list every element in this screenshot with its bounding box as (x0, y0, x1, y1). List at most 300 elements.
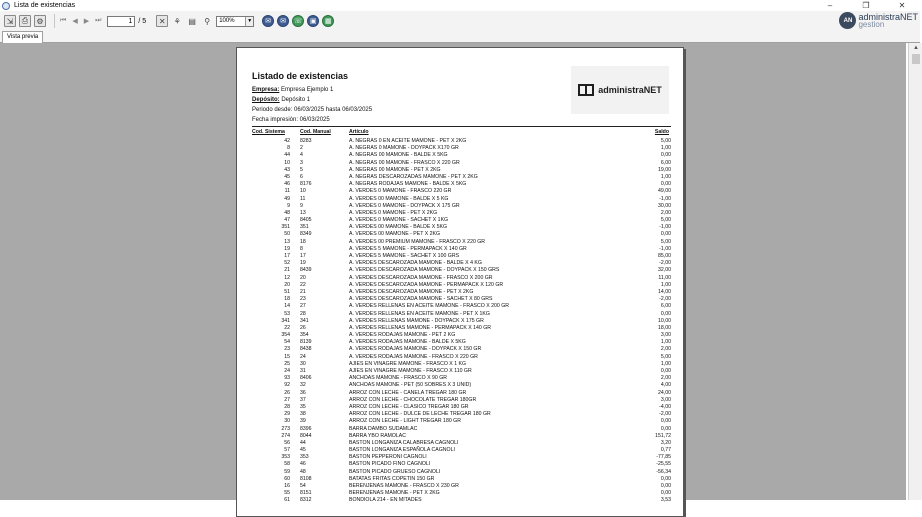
cell-manual: 38 (300, 411, 306, 418)
zoom-value: 100% (219, 18, 235, 24)
cell-articulo: A. VERDES RODAJAS MAMONE - PET 2 KG (349, 332, 456, 339)
cell-manual: 45 (300, 447, 306, 454)
cell-manual: 8438 (300, 346, 312, 353)
table-row (252, 167, 671, 174)
cell-articulo: ARROZ CON LECHE - LIGHT TREGAR 180 GR (349, 418, 461, 425)
cell-sistema: 11 (284, 188, 290, 195)
cell-saldo: 30,00 (658, 202, 671, 209)
cell-articulo: A. VERDES 5 MAMONE - PERMAPACK X 140 GR (349, 245, 467, 252)
table-row (252, 433, 671, 440)
cell-saldo: 151,72 (655, 432, 671, 439)
cell-saldo: 24,00 (658, 389, 671, 396)
cell-articulo: A. VERDES RELLENAS EN ACEITE MAMONE - FRASCO X 200 GR (349, 303, 509, 310)
cell-saldo: 0,00 (660, 475, 671, 482)
cell-sistema: 48 (284, 209, 290, 216)
cell-saldo: -1,00 (659, 245, 671, 252)
col-header-articulo: Artículo (349, 129, 369, 135)
cell-articulo: A. NEGRAS 00 MAMONE - PET X 2KG (349, 166, 441, 173)
cell-articulo: ARROZ CON LECHE - CANELA TREGAR 180 GR (349, 389, 467, 396)
cell-articulo: ARROZ CON LECHE - DULCE DE LECHE TREGAR 180 GR (349, 411, 491, 418)
cell-saldo: 6,00 (660, 303, 671, 310)
scroll-up-icon[interactable]: ▲ (913, 45, 919, 51)
cell-articulo: BATATAS FRITAS COPETIN 150 GR (349, 475, 435, 482)
table-row (252, 318, 671, 325)
cell-manual: 8312 (300, 497, 312, 504)
cell-manual: 48 (300, 468, 306, 475)
cell-articulo: A. VERDES RODAJAS MAMONE - DOYPACK X 150 GR (349, 346, 482, 353)
close-preview-icon[interactable]: ✕ (156, 15, 168, 27)
cell-manual: 23 (300, 296, 306, 303)
table-row (252, 296, 671, 303)
table-row (252, 196, 671, 203)
cell-articulo: ARROZ CON LECHE - CHOCOLATE TREGAR 180GR (349, 396, 477, 403)
report-empresa: Empresa: Empresa Ejemplo 1 (252, 87, 334, 93)
cell-sistema: 16 (284, 483, 290, 489)
table-row (252, 332, 671, 339)
cell-articulo: BASTON PICADO FINO CAGNOLI (349, 461, 431, 468)
cell-saldo: 49,00 (658, 188, 671, 195)
table-row (252, 368, 671, 375)
cell-saldo: -1,00 (659, 195, 671, 202)
table-row (252, 160, 671, 167)
cell-articulo: A. VERDES 0 MAMONE - SACHET X 1KG (349, 217, 449, 224)
cell-saldo: -4,00 (659, 403, 671, 410)
table-row (252, 461, 671, 468)
table-row (252, 490, 671, 497)
cell-sistema: 44 (284, 152, 290, 159)
cell-articulo: A. VERDES 00 PREMIUM MAMONE - FRASCO X 220 GR (349, 238, 486, 245)
print-setup-icon[interactable]: ⚙ (34, 15, 46, 27)
maximize-button[interactable]: ❐ (862, 1, 870, 10)
preview-toolbar (0, 11, 920, 31)
cell-sistema: 92 (284, 382, 290, 389)
table-row (252, 325, 671, 332)
cell-manual: 17 (300, 253, 306, 259)
cell-articulo: BASTON PEPPERONI CAGNOLI (349, 454, 427, 461)
pdf-export-icon[interactable]: ▣ (307, 15, 319, 27)
cell-sistema: 12 (284, 274, 290, 281)
cell-sistema: 22 (284, 324, 290, 331)
cell-sistema: 27 (284, 396, 290, 403)
cell-saldo: 0,00 (660, 368, 671, 374)
cell-saldo: 0,00 (660, 418, 671, 425)
cell-saldo: 0,00 (660, 425, 671, 432)
cell-saldo: 3,20 (660, 439, 671, 446)
cell-articulo: A. VERDES 0 MAMONE - DOYPACK X 175 GR (349, 202, 460, 209)
cell-manual: 2 (300, 145, 303, 152)
cell-sistema: 9 (287, 202, 290, 209)
minimize-button[interactable]: – (827, 1, 833, 10)
window-controls (812, 0, 920, 11)
cell-sistema: 51 (284, 288, 290, 295)
cell-saldo: 0,00 (660, 310, 671, 317)
cell-articulo: BERENJENAS MAMONE - FRASCO X 230 GR (349, 483, 459, 489)
cell-articulo: AJIES EN VINAGRE MAMONE - FRASCO X 110 GR (349, 368, 472, 374)
whatsapp-icon[interactable]: ☏ (292, 15, 304, 27)
cell-articulo: BONDIOLA 214 - EN MITADES (349, 497, 422, 504)
cell-articulo: BASTON PICADO GRUESO CAGNOLI (349, 468, 441, 475)
report-fecha: Fecha impresión: 06/03/2025 (252, 117, 330, 123)
cell-sistema: 25 (284, 360, 290, 367)
cell-manual: 6 (300, 173, 303, 180)
cell-manual: 8176 (300, 181, 312, 188)
cell-sistema: 26 (284, 389, 290, 396)
cell-manual: 19 (300, 260, 306, 267)
send-mail-icon[interactable]: ✉ (262, 15, 274, 27)
cell-saldo: 1,00 (660, 339, 671, 346)
table-row (252, 239, 671, 246)
cell-manual: 8283 (300, 138, 312, 144)
cell-manual: 39 (300, 418, 306, 425)
cell-saldo: 1,00 (660, 360, 671, 367)
cell-manual: 353 (300, 454, 309, 461)
cell-articulo: ANCHOAS MAMONE - PET (50 SOBRES X 3 UNID) (349, 382, 472, 389)
tab-strip (0, 31, 920, 43)
cell-sistema: 61 (284, 497, 290, 504)
cell-sistema: 15 (284, 353, 290, 360)
cell-sistema: 55 (284, 490, 290, 497)
table-row (252, 246, 671, 253)
table-row (252, 174, 671, 181)
cell-saldo: -1,00 (659, 224, 671, 231)
cell-sistema: 354 (281, 332, 290, 339)
report-logo-text: administraNET (598, 85, 662, 95)
cell-sistema: 14 (284, 303, 290, 310)
col-header-manual: Cod. Manual (300, 129, 331, 135)
table-row (252, 138, 671, 145)
cell-sistema: 93 (284, 375, 290, 382)
cell-saldo: 0,00 (660, 181, 671, 188)
cell-sistema: 52 (284, 260, 290, 267)
cell-articulo: A. NEGRAS 00 MAMONE - FRASCO X 220 GR (349, 159, 460, 166)
cell-saldo: 4,00 (660, 382, 671, 389)
cell-manual: 8405 (300, 217, 312, 224)
cell-saldo: 11,00 (658, 274, 671, 281)
cell-sistema: 46 (284, 181, 290, 188)
cell-sistema: 13 (284, 238, 290, 245)
cell-articulo: A. NEGRAS DESCAROZADAS MAMONE - PET X 2KG (349, 173, 478, 180)
cell-manual: 35 (300, 403, 306, 410)
brand-logo (839, 12, 918, 29)
report-periodo: Periodo desde: 06/03/2025 hasta 06/03/2025 (252, 107, 373, 113)
cell-saldo: 0,00 (660, 483, 671, 489)
cell-manual: 5 (300, 166, 303, 173)
cell-saldo: 10,00 (658, 317, 671, 324)
cell-articulo: A. NEGRAS 0 EN ACEITE MAMONE - PET X 2KG (349, 138, 467, 144)
table-row (252, 339, 671, 346)
cell-articulo: A. VERDES RELLENAS MAMONE - DOYPACK X 175 GR (349, 317, 484, 324)
scrollbar-thumb[interactable] (912, 54, 920, 64)
table-row (252, 224, 671, 231)
cell-manual: 36 (300, 389, 306, 396)
previous-page-icon[interactable]: ◀ (72, 18, 78, 25)
cell-saldo: -77,85 (656, 454, 671, 461)
cell-manual: 354 (300, 332, 309, 339)
cell-sistema: 45 (284, 173, 290, 180)
cell-articulo: A. NEGRAS 0 MAMONE - DOYPACK X170 GR (349, 145, 459, 152)
tab-vista-previa[interactable]: Vista previa (2, 31, 43, 43)
cell-manual: 11 (300, 195, 306, 202)
next-page-icon[interactable]: ▶ (83, 18, 90, 25)
cell-sistema: 353 (281, 454, 290, 461)
cell-saldo: 14,00 (658, 288, 671, 295)
cell-manual: 32 (300, 382, 306, 389)
cell-articulo: BARRA YBO RAMOLAC (349, 432, 406, 439)
cell-sistema: 30 (284, 418, 290, 425)
table-row (252, 188, 671, 195)
find-icon[interactable]: ⚲ (204, 16, 211, 26)
cell-articulo: A. NEGRAS 00 MAMONE - BALDE X 5KG (349, 152, 448, 159)
cell-manual: 30 (300, 360, 306, 367)
cell-saldo: 5,00 (660, 217, 671, 224)
send-file-icon[interactable]: ✉ (277, 15, 289, 27)
table-row (252, 426, 671, 433)
administranet-logo-icon (578, 84, 594, 96)
report-title: Listado de existencias (252, 71, 349, 81)
cell-sistema: 54 (284, 339, 290, 346)
cell-articulo: BARRA DAMBO SUDAMLAC (349, 425, 418, 432)
table-row (252, 454, 671, 461)
cell-manual: 31 (300, 368, 306, 374)
cell-manual: 28 (300, 310, 306, 317)
cell-articulo: A. VERDES 0 MAMONE - PET X 2KG (349, 209, 438, 216)
cell-saldo: 0,00 (660, 231, 671, 238)
table-row (252, 469, 671, 476)
cell-saldo: 1,00 (660, 145, 671, 152)
window-title: Lista de existencias (14, 2, 76, 9)
table-row (252, 303, 671, 310)
cell-manual: 21 (300, 288, 306, 295)
cell-articulo: A. VERDES 00 MAMONE - BALDE X 5 KG (349, 195, 449, 202)
table-row (252, 483, 671, 490)
table-row (252, 411, 671, 418)
cell-saldo: 1,00 (660, 281, 671, 288)
table-row (252, 404, 671, 411)
report-logo (571, 66, 669, 114)
cell-articulo: A. VERDES RELLENAS EN ACEITE MAMONE - PET X 1KG (349, 310, 490, 317)
table-row (252, 346, 671, 353)
table-row (252, 152, 671, 159)
first-page-icon[interactable]: ⏮ (60, 17, 67, 24)
cell-articulo: ANCHOAS MAMONE - FRASCO X 90 GR (349, 375, 448, 382)
table-row (252, 260, 671, 267)
cell-saldo: -2,00 (659, 296, 671, 303)
cell-manual: 8439 (300, 267, 312, 274)
table-row (252, 418, 671, 425)
cell-articulo: A. VERDES DESCAROZADA MAMONE - PET X 2KG (349, 288, 474, 295)
cell-manual: 8349 (300, 231, 312, 238)
cell-sistema: 341 (281, 317, 290, 324)
cell-sistema: 43 (284, 166, 290, 173)
chevron-down-icon[interactable]: ▼ (245, 17, 253, 26)
table-row (252, 275, 671, 282)
col-header-sistema: Cod. Sistema (252, 129, 285, 135)
cell-manual: 9 (300, 202, 303, 209)
cell-saldo: 18,00 (658, 324, 671, 331)
toolbar-separator (54, 14, 55, 28)
cell-saldo: 6,00 (660, 159, 671, 166)
cell-manual: 24 (300, 353, 306, 360)
cell-articulo: A. VERDES RODAJAS MAMONE - FRASCO X 220 GR (349, 353, 478, 360)
cell-saldo: 5,00 (660, 238, 671, 245)
table-row (252, 267, 671, 274)
cell-sistema: 59 (284, 468, 290, 475)
report-deposito: Depósito: Depósito 1 (252, 97, 311, 103)
cell-articulo: A. VERDES RELLENAS MAMONE - PERMAPACK X 140 GR (349, 324, 492, 331)
cell-manual: 18 (300, 238, 306, 245)
cell-saldo: -2,00 (659, 411, 671, 418)
vertical-scrollbar[interactable] (908, 43, 922, 500)
cell-sistema: 23 (284, 346, 290, 353)
table-row (252, 231, 671, 238)
cell-saldo: 3,53 (660, 497, 671, 504)
report-page (236, 47, 684, 517)
cell-saldo: 19,00 (658, 166, 671, 173)
cell-manual: 44 (300, 439, 306, 446)
cell-manual: 8406 (300, 375, 312, 382)
cell-articulo: A. VERDES DESCAROZADA MAMONE - PERMAPACK X 120 GR (349, 281, 504, 288)
cell-sistema: 60 (284, 475, 290, 482)
cell-saldo: 32,00 (658, 267, 671, 274)
brand-subtitle: gestion (858, 19, 885, 29)
cell-saldo: 0,00 (660, 490, 671, 497)
cell-articulo: A. VERDES DESCAROZADA MAMONE - SACHET X 80 GRS (349, 296, 493, 303)
cell-manual: 8044 (300, 432, 312, 439)
cell-sistema: 58 (284, 461, 290, 468)
cell-saldo: 5,00 (660, 138, 671, 144)
cell-articulo: AJIES EN VINAGRE MAMONE - FRASCO X 1 KG (349, 360, 467, 367)
cell-articulo: A. VERDES DESCAROZADA MAMONE - BALDE X 4 KG (349, 260, 482, 267)
window-titlebar (0, 0, 920, 11)
table-row (252, 497, 671, 504)
cell-sistema: 24 (284, 368, 290, 374)
cell-manual: 8151 (300, 490, 312, 497)
header-divider (252, 126, 671, 127)
table-row (252, 361, 671, 368)
cell-saldo: 0,00 (660, 152, 671, 159)
cell-sistema: 8 (287, 145, 290, 152)
cell-manual: 26 (300, 324, 306, 331)
table-row (252, 354, 671, 361)
cell-saldo: -2,00 (659, 260, 671, 267)
table-row (252, 390, 671, 397)
cell-sistema: 28 (284, 403, 290, 410)
table-row (252, 382, 671, 389)
cell-articulo: A. VERDES 5 MAMONE - SACHET X 100 GRS (349, 253, 460, 259)
cell-manual: 22 (300, 281, 306, 288)
page-number-input[interactable]: 1 (107, 16, 135, 27)
last-page-icon[interactable]: ⏭ (95, 17, 102, 24)
cell-sistema: 29 (284, 411, 290, 418)
cell-articulo: BASTON LONGANIZA ESPAÑOLA CAGNOLI (349, 447, 455, 454)
cell-saldo: 3,00 (660, 396, 671, 403)
brand-name: administraNET (858, 11, 918, 22)
cell-sistema: 21 (284, 267, 290, 274)
cell-sistema: 10 (284, 159, 290, 166)
cell-articulo: A. VERDES 00 MAMONE - BALDE X 5KG (349, 224, 448, 231)
zoom-select[interactable] (216, 16, 254, 27)
cell-manual: 20 (300, 274, 306, 281)
cell-saldo: 0,77 (660, 447, 671, 454)
cell-manual: 4 (300, 152, 303, 159)
cell-sistema: 274 (281, 432, 290, 439)
close-button[interactable]: ✕ (898, 1, 906, 10)
table-row (252, 447, 671, 454)
cell-saldo: 3,00 (660, 332, 671, 339)
table-row (252, 397, 671, 404)
cell-manual: 37 (300, 396, 306, 403)
table-row (252, 375, 671, 382)
cell-manual: 341 (300, 317, 309, 324)
cell-articulo: A. VERDES RODAJAS MAMONE - BALDE X 5KG (349, 339, 466, 346)
cell-manual: 8 (300, 245, 303, 252)
cell-saldo: 85,00 (658, 253, 671, 259)
table-row (252, 203, 671, 210)
cell-sistema: 53 (284, 310, 290, 317)
cell-sistema: 47 (284, 217, 290, 224)
cell-articulo: A. VERDES 00 MAMONE - PET X 2KG (349, 231, 440, 238)
cell-saldo: 2,00 (660, 209, 671, 216)
cell-manual: 54 (300, 483, 306, 489)
cell-articulo: BASTON LONGANIZA CALABRESA CAGNOLI (349, 439, 459, 446)
cell-sistema: 351 (281, 224, 290, 231)
table-row (252, 289, 671, 296)
group-tree-icon[interactable]: ⚘ (173, 16, 181, 26)
cell-sistema: 50 (284, 231, 290, 238)
cell-manual: 3 (300, 159, 303, 166)
cell-articulo: A. VERDES DESCAROZADA MAMONE - FRASCO X 200 GR (349, 274, 493, 281)
table-row (252, 210, 671, 217)
excel-export-icon[interactable]: ▦ (322, 15, 334, 27)
export-document-icon[interactable]: ▤ (188, 16, 196, 26)
cell-manual: 10 (300, 188, 306, 195)
print-icon[interactable]: ⎙ (19, 15, 31, 27)
cell-saldo: 1,00 (660, 173, 671, 180)
cell-articulo: A. VERDES DESCAROZADA MAMONE - DOYPACK X 150 GRS (349, 267, 500, 274)
brand-logo-icon: AN (839, 12, 856, 29)
cell-manual: 8396 (300, 425, 312, 432)
cell-sistema: 17 (284, 253, 290, 259)
cell-manual: 8139 (300, 339, 312, 346)
col-header-saldo: Saldo (654, 129, 669, 135)
cell-saldo: 2,00 (660, 375, 671, 382)
cell-manual: 27 (300, 303, 306, 310)
cell-manual: 8108 (300, 475, 312, 482)
cell-sistema: 42 (284, 138, 290, 144)
table-row (252, 253, 671, 260)
cell-saldo: -56,34 (656, 468, 671, 475)
app-icon (2, 2, 10, 10)
table-row (252, 476, 671, 483)
cell-articulo: A. NEGRAS RODAJAS MAMONE - BALDE X 5KG (349, 181, 467, 188)
table-row (252, 311, 671, 318)
cell-manual: 351 (300, 224, 309, 231)
export-icon[interactable]: ⇲ (4, 15, 16, 27)
page-total: / 5 (138, 17, 147, 25)
cell-saldo: 2,00 (660, 346, 671, 353)
cell-sistema: 19 (284, 245, 290, 252)
table-row (252, 217, 671, 224)
table-row (252, 145, 671, 152)
cell-sistema: 20 (284, 281, 290, 288)
cell-articulo: BERENJENAS MAMONE - PET X 2KG (349, 490, 440, 497)
cell-articulo: A. VERDES 0 MAMONE - FRASCO 220 GR (349, 188, 452, 195)
table-row (252, 181, 671, 188)
cell-saldo: 5,00 (660, 353, 671, 360)
report-preview-area (0, 43, 906, 504)
cell-sistema: 18 (284, 296, 290, 303)
stock-table (252, 138, 671, 505)
